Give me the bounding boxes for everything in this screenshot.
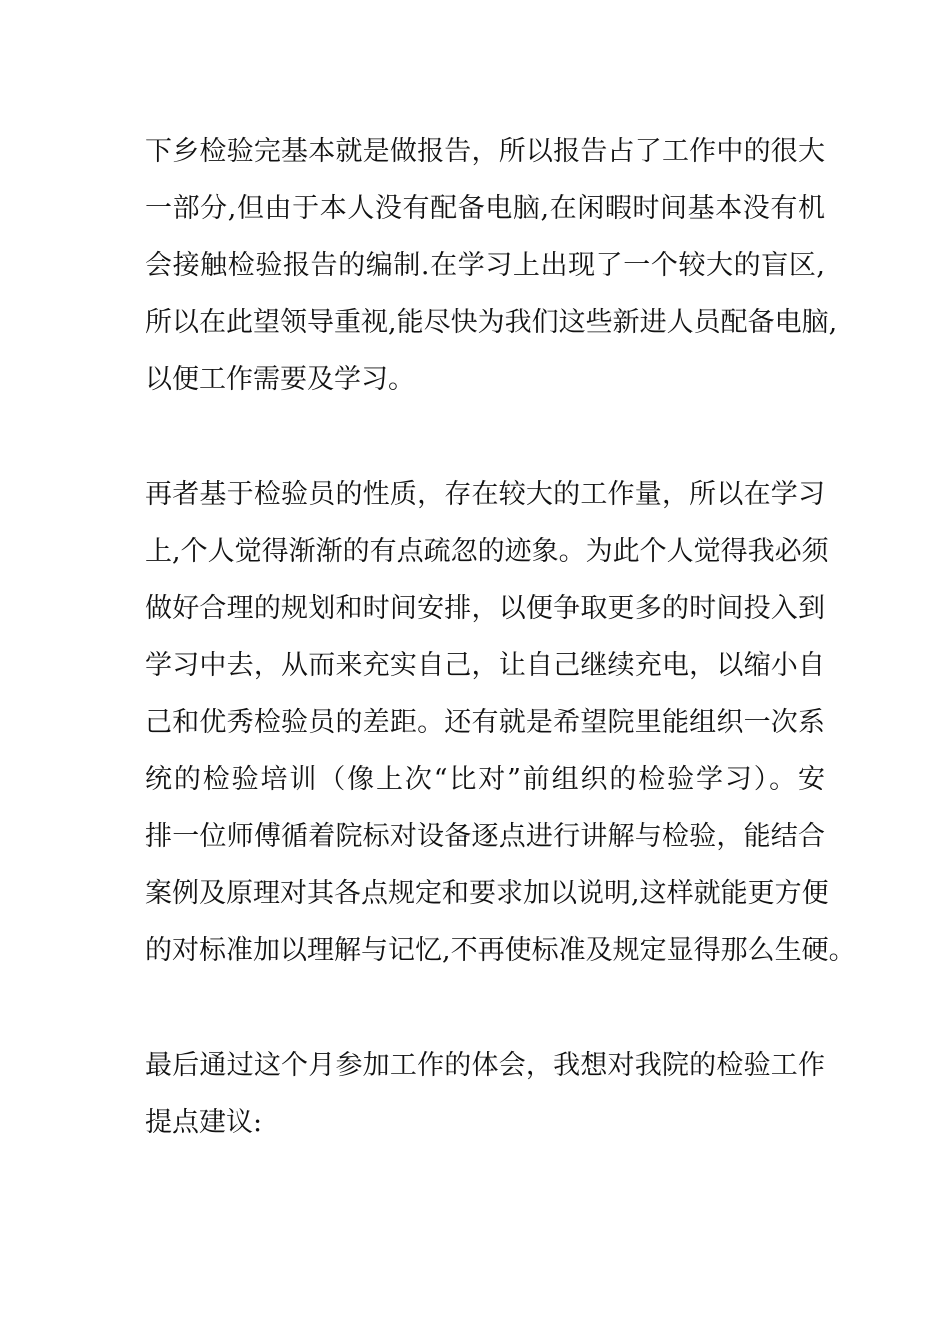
paragraph-1-line-4: 所以在此望领导重视,能尽快为我们这些新进人员配备电脑,: [145, 307, 838, 338]
paragraph-3-line-2: 提点建议:: [145, 1107, 263, 1138]
paragraph-2-line-7: 排一位师傅循着院标对设备逐点进行讲解与检验，能结合: [145, 821, 825, 852]
paragraph-2-line-9: 的对标准加以理解与记忆,不再使标准及规定显得那么生硬。: [145, 935, 856, 966]
paragraph-2-line-6: 统的检验培训（像上次“比对”前组织的检验学习）。安: [145, 764, 825, 795]
paragraph-2-line-1: 再者基于检验员的性质，存在较大的工作量，所以在学习: [145, 479, 825, 510]
paragraph-1-line-1: 下乡检验完基本就是做报告，所以报告占了工作中的很大: [145, 136, 825, 167]
paragraph-2-line-2: 上,个人觉得渐渐的有点疏忽的迹象。为此个人觉得我必须: [145, 536, 829, 567]
paragraph-1-line-5: 以便工作需要及学习。: [145, 364, 415, 395]
paragraph-1-line-3: 会接触检验报告的编制.在学习上出现了一个较大的盲区,: [145, 250, 825, 281]
paragraph-2-line-5: 己和优秀检验员的差距。还有就是希望院里能组织一次系: [145, 707, 825, 738]
paragraph-1-line-2: 一部分,但由于本人没有配备电脑,在闲暇时间基本没有机: [145, 193, 825, 224]
paragraph-2-line-3: 做好合理的规划和时间安排，以便争取更多的时间投入到: [145, 593, 825, 624]
paragraph-2-line-8: 案例及原理对其各点规定和要求加以说明,这样就能更方便: [145, 878, 829, 909]
paragraph-2-line-4: 学习中去，从而来充实自己，让自己继续充电，以缩小自: [145, 650, 825, 681]
paragraph-3-line-1: 最后通过这个月参加工作的体会，我想对我院的检验工作: [145, 1050, 825, 1081]
